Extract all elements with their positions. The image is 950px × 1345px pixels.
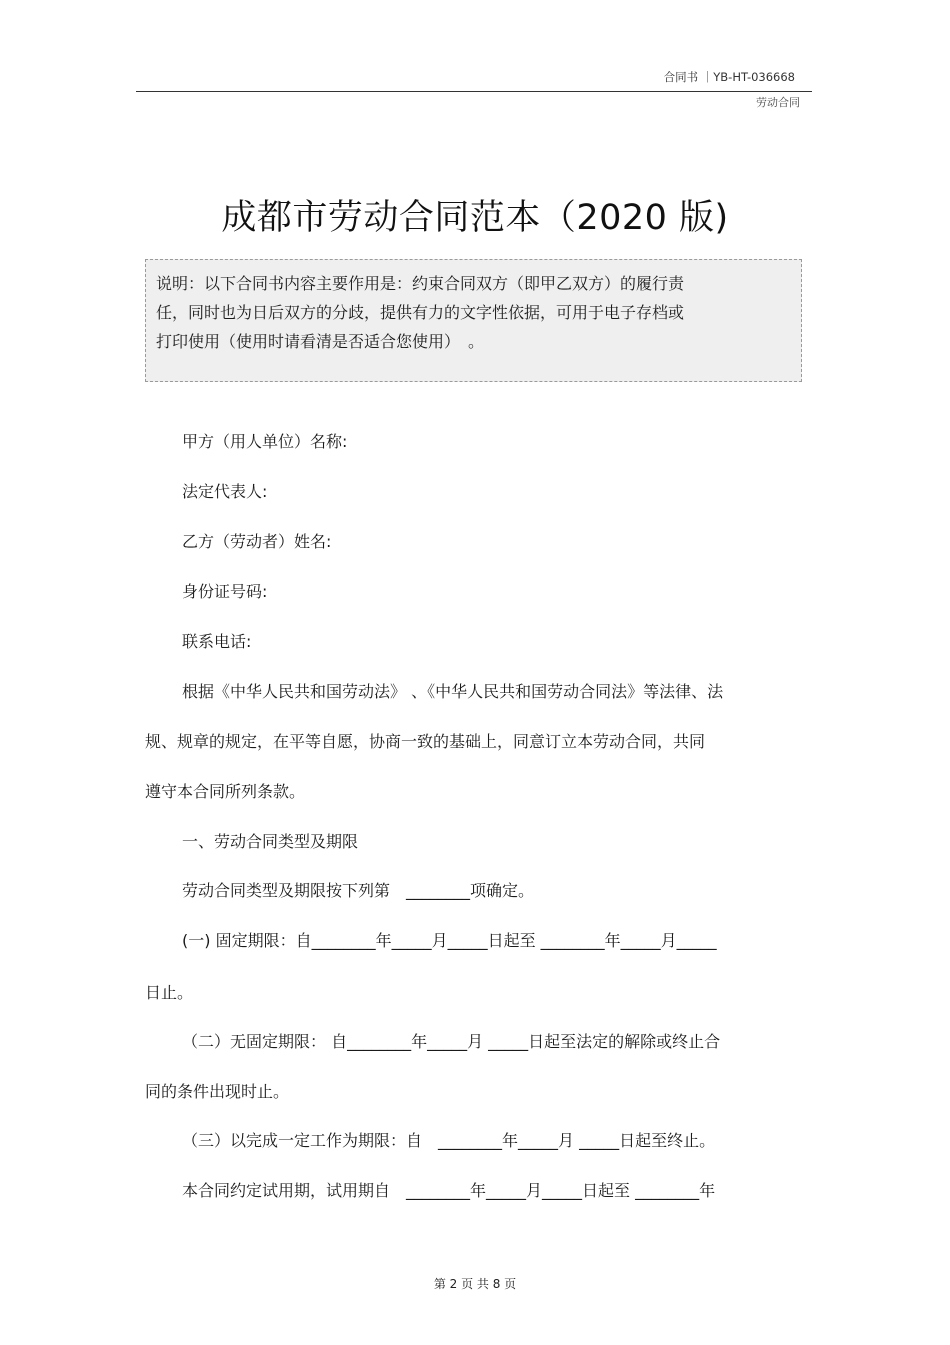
fixed-term-line: (一) 固定期限：自________年_____月_____日起至 ________年_____月_____ — [182, 931, 717, 950]
party-b-field: 乙方（劳动者）姓名: — [182, 532, 332, 551]
document-code: 合同书 ｜YB-HT-036668 — [663, 70, 795, 84]
party-a-field: 甲方（用人单位）名称: — [182, 432, 348, 451]
contract-type-line: 劳动合同类型及期限按下列第 ________项确定。 — [182, 881, 535, 900]
document-title: 成都市劳动合同范本（2020 版) — [221, 198, 729, 238]
open-term-line: （二）无固定期限： 自________年_____月 _____日起至法定的解除或终止合 — [182, 1032, 721, 1051]
section-heading: 一、劳动合同类型及期限 — [182, 832, 359, 851]
legal-basis-line: 规、规章的规定，在平等自愿，协商一致的基础上，同意订立本劳动合同，共同 — [145, 732, 706, 751]
notice-line: 说明：以下合同书内容主要作用是：约束合同双方（即甲乙双方）的履行责 — [156, 274, 685, 293]
notice-line: 打印使用（使用时请看清是否适合您使用） 。 — [156, 332, 485, 351]
phone-field: 联系电话: — [182, 632, 252, 651]
header-rule — [136, 91, 812, 92]
legal-rep-field: 法定代表人: — [182, 482, 268, 501]
id-number-field: 身份证号码: — [182, 582, 268, 601]
document-category: 劳动合同 — [756, 96, 800, 109]
open-term-line: 同的条件出现时止。 — [145, 1082, 290, 1101]
fixed-term-line: 日止。 — [145, 983, 194, 1002]
notice-box — [145, 259, 802, 382]
page-number: 第 2 页 共 8 页 — [433, 1277, 517, 1291]
task-term-line: （三）以完成一定工作为期限：自 ________年_____月 _____日起至终止。 — [182, 1131, 716, 1150]
legal-basis-line: 遵守本合同所列条款。 — [145, 782, 306, 801]
legal-basis-line: 根据《中华人民共和国劳动法》 、《中华人民共和国劳动合同法》等法律、法 — [182, 682, 724, 701]
probation-line: 本合同约定试用期，试用期自 ________年_____月_____日起至 ________年 — [182, 1181, 716, 1200]
notice-line: 任，同时也为日后双方的分歧，提供有力的文字性依据，可用于电子存档或 — [156, 303, 685, 322]
